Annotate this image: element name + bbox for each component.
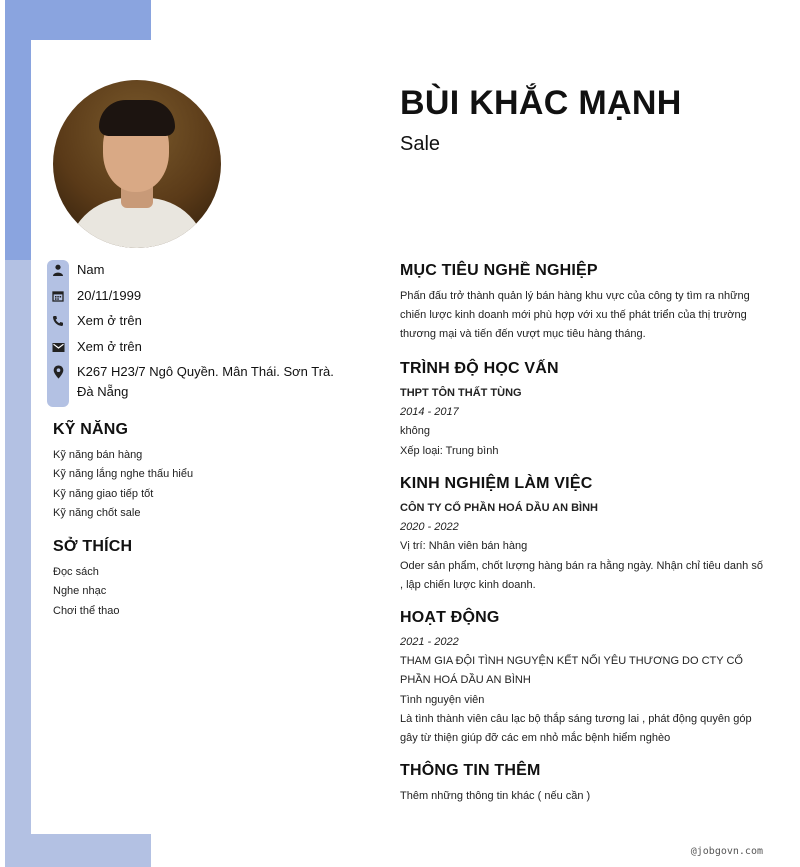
additional-text: Thêm những thông tin khác ( nếu cần ) [400,790,591,802]
hobbies-title: SỞ THÍCH [53,538,133,555]
objective-title: MỤC TIÊU NGHỀ NGHIỆP [400,262,598,279]
activities-period: 2021 - 2022 [400,636,459,648]
objective-text: Phấn đấu trở thành quản lý bán hàng khu vực của công ty tìm ra những chiến lược kinh doanh mới phù hợp với xu thế phát triển của thị trường thương mại và tiến đến vượt mục tiêu hàng tháng. [400,290,750,341]
watermark: @jobgovn.com [690,846,763,857]
experience-period: 2020 - 2022 [400,521,459,534]
list-item: Đọc sách [53,566,99,578]
additional-title: THÔNG TIN THÊM [400,762,541,779]
education-major: không [400,425,430,438]
list-item: Kỹ năng bán hàng [53,449,143,461]
list-item: Kỹ năng giao tiếp tốt [53,487,154,500]
activities-title: HOẠT ĐỘNG [400,609,500,626]
phone-icon [47,311,69,331]
user-icon [47,260,69,280]
contact-email: Xem ở trên [47,337,357,357]
experience-title: KINH NGHIỆM LÀM VIỆC [400,475,593,492]
list-item: Chơi thể thao [53,604,120,617]
candidate-name: BÙI KHẮC MẠNH [400,84,682,122]
experience-position: Vị trí: Nhân viên bán hàng [400,540,528,553]
activities-role: Tình nguyện viên [400,693,485,706]
candidate-role: Sale [400,133,441,155]
company-name: CÔN TY CỔ PHẦN HOÁ DẦU AN BÌNH [400,502,599,514]
experience-description: Oder sản phẩm, chốt lượng hàng bán ra hằng ngày. Nhận chỉ tiêu danh số , lập chiến lược kinh doanh. [400,559,763,591]
education-grade: Xếp loại: Trung bình [400,444,499,457]
hobbies-list [53,563,120,621]
education-title: TRÌNH ĐỘ HỌC VẤN [400,360,559,377]
list-item: Kỹ năng chốt sale [53,506,141,519]
calendar-icon [47,286,69,306]
avatar [53,80,221,248]
contact-gender: Nam [47,260,357,280]
list-item: Kỹ năng lắng nghe thấu hiểu [53,468,194,481]
education-period: 2014 - 2017 [400,406,459,419]
school-name: THPT TÔN THẤT TÙNG [400,387,522,399]
activities-description: Là tình thành viên câu lạc bộ thắp sáng tương lai , phát động quyên góp gây từ thiện giúp đỡ các em nhỏ mắc bệnh hiểm nghèo [400,712,752,745]
list-item: Nghe nhạc [53,585,107,598]
skills-title: KỸ NĂNG [53,421,129,438]
education-block [400,384,766,461]
activities-block [400,633,766,748]
location-pin-icon [47,362,69,382]
activities-organization: THAM GIA ĐỘI TÌNH NGUYỆN KẾT NỐI YÊU THƯƠNG DO CTY CỔ PHẦN HOÁ DẦU AN BÌNH [400,655,743,687]
contact-address: K267 H23/7 Ngô Quyền. Mân Thái. Sơn Trà. Đà Nẵng [47,362,357,402]
mail-icon [47,337,69,357]
contact-birthday: 20/11/1999 [47,286,357,306]
contact-phone: Xem ở trên [47,311,357,331]
skills-list [53,446,193,523]
experience-block [400,499,766,595]
